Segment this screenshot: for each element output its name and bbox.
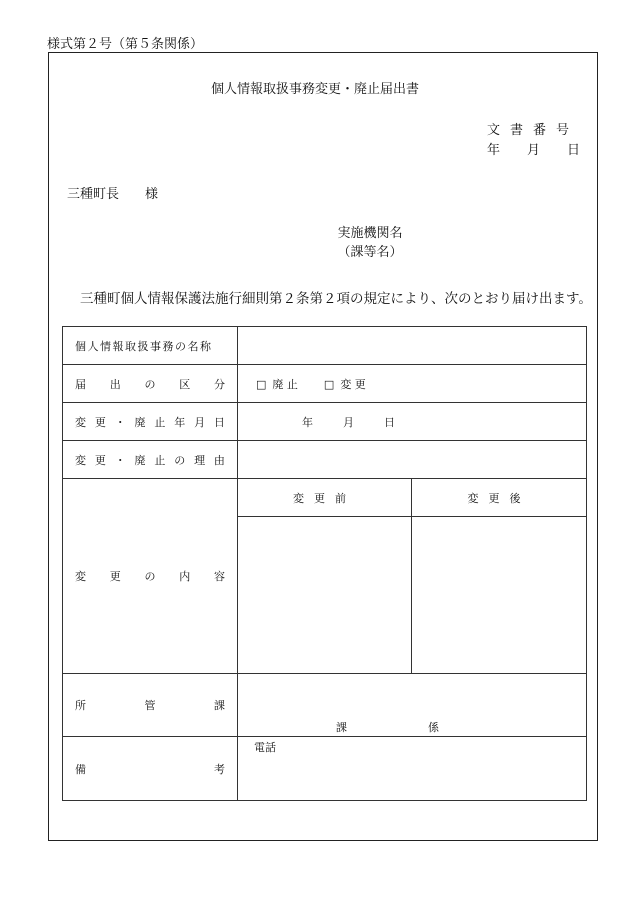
after-change-field[interactable] [412, 517, 587, 674]
day-label: 日 [566, 143, 580, 158]
addressee [67, 183, 158, 202]
document-title: 個人情報取扱事務変更・廃止届出書 [210, 82, 419, 97]
row-remarks [63, 737, 587, 801]
department-label: 所 管 課 [63, 674, 238, 737]
row-notification-type [63, 365, 587, 403]
row-change-date [63, 403, 587, 441]
row-business-name [63, 327, 587, 365]
notification-type-label: 届 出 の 区 分 [63, 365, 238, 403]
abolish-label: 廃 止 [272, 377, 298, 391]
change-content-label: 変 更 の 内 容 [63, 479, 238, 674]
statement-text: 三種町個人情報保護法施行細則第２条第２項の規定により、次のとおり届け出ます。 [80, 291, 592, 307]
issuer-block [330, 224, 410, 262]
form-number: 様式第２号（第５条関係） [47, 37, 204, 52]
business-name-label: 個人情報取扱事務の名称 [63, 327, 238, 365]
change-date-label: 変 更 ・ 廃 止 年 月 日 [63, 403, 238, 441]
notification-table [62, 326, 587, 801]
reason-label: 変 更 ・ 廃 止 の 理 由 [63, 441, 238, 479]
row-reason [63, 441, 587, 479]
remarks-field[interactable] [238, 737, 587, 801]
subsection-label: 係 [428, 721, 439, 734]
change-label: 変 更 [340, 377, 366, 391]
issuer-organization: 実施機関名 [337, 226, 403, 241]
year-label: 年 [487, 143, 501, 158]
before-change-header: 変更前 [238, 479, 412, 517]
addressee-honorific: 様 [145, 187, 159, 202]
notification-type-field [238, 365, 587, 403]
date-year: 年 [302, 415, 313, 429]
addressee-name: 三種町長 [67, 187, 120, 202]
reason-field[interactable] [238, 441, 587, 479]
date-day: 日 [384, 415, 395, 429]
row-content-headers [63, 479, 587, 517]
abolish-checkbox[interactable]: □ 廃 止 [256, 377, 298, 391]
issuer-department: （課等名） [337, 245, 403, 260]
remarks-label: 備 考 [63, 737, 238, 801]
after-change-header: 変更後 [412, 479, 587, 517]
section-label: 課 [336, 721, 347, 734]
issue-date [487, 139, 580, 158]
date-month: 月 [343, 415, 354, 429]
change-date-field[interactable] [238, 403, 587, 441]
phone-label: 電話 [254, 741, 276, 754]
business-name-field[interactable] [238, 327, 587, 365]
before-change-field[interactable] [238, 517, 412, 674]
month-label: 月 [526, 143, 540, 158]
department-field[interactable] [238, 674, 587, 754]
document-number-label: 文書番号 [487, 123, 580, 138]
change-checkbox[interactable]: □ 変 更 [323, 377, 366, 391]
row-department [63, 674, 587, 737]
